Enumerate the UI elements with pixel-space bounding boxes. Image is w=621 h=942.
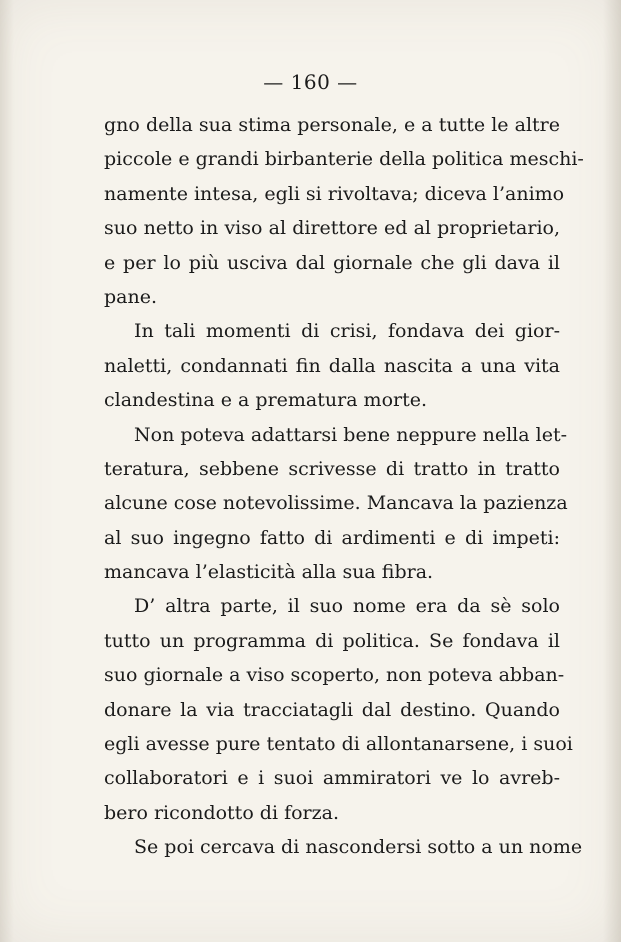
text-line: Se poi cercava di nascondersi sotto a un nome xyxy=(134,836,583,859)
text-line: al suo ingegno fatto di ardimenti e di impeti: xyxy=(104,526,560,549)
text-line: gno della sua stima personale, e a tutte le altre xyxy=(104,114,560,136)
text-line: egli avesse pure tentato di allontanarsene, i suoi xyxy=(104,733,573,756)
text-line: donare la via tracciatagli dal destino. Quando xyxy=(104,698,560,721)
text-line: pane. xyxy=(104,285,158,308)
text-line: e per lo più usciva dal giornale che gli dava il xyxy=(104,251,560,274)
page-edge-shadow-right xyxy=(603,0,621,942)
text-line: clandestina e a prematura morte. xyxy=(104,389,428,412)
text-line: naletti, condannati fin dalla nascita a una vita xyxy=(104,354,560,377)
page-edge-shadow-left xyxy=(0,0,14,942)
text-line: namente intesa, egli si rivoltava; diceva l’animo xyxy=(104,182,565,205)
text-line: alcune cose notevolissime. Mancava la pazienza xyxy=(104,492,568,515)
text-line: teratura, sebbene scrivesse di tratto in tratto xyxy=(104,457,560,480)
body-text xyxy=(104,108,584,865)
text-line: piccole e grandi birbanterie della politica meschi- xyxy=(104,148,584,171)
text-line: bero ricondotto di forza. xyxy=(104,801,340,824)
text-line: In tali momenti di crisi, fondava dei gior- xyxy=(134,320,560,343)
text-line: D’ altra parte, il suo nome era da sè solo xyxy=(134,595,560,618)
text-line: suo giornale a viso scoperto, non poteva abban- xyxy=(104,664,565,687)
text-line: tutto un programma di politica. Se fondava il xyxy=(104,629,560,652)
text-line: collaboratori e i suoi ammiratori ve lo avreb- xyxy=(104,767,560,790)
text-line: suo netto in viso al direttore ed al proprietario, xyxy=(104,217,560,240)
page-number: — 160 — xyxy=(263,70,358,94)
text-line: mancava l’elasticità alla sua fibra. xyxy=(104,561,434,584)
text-line: Non poteva adattarsi bene neppure nella let- xyxy=(134,423,568,446)
